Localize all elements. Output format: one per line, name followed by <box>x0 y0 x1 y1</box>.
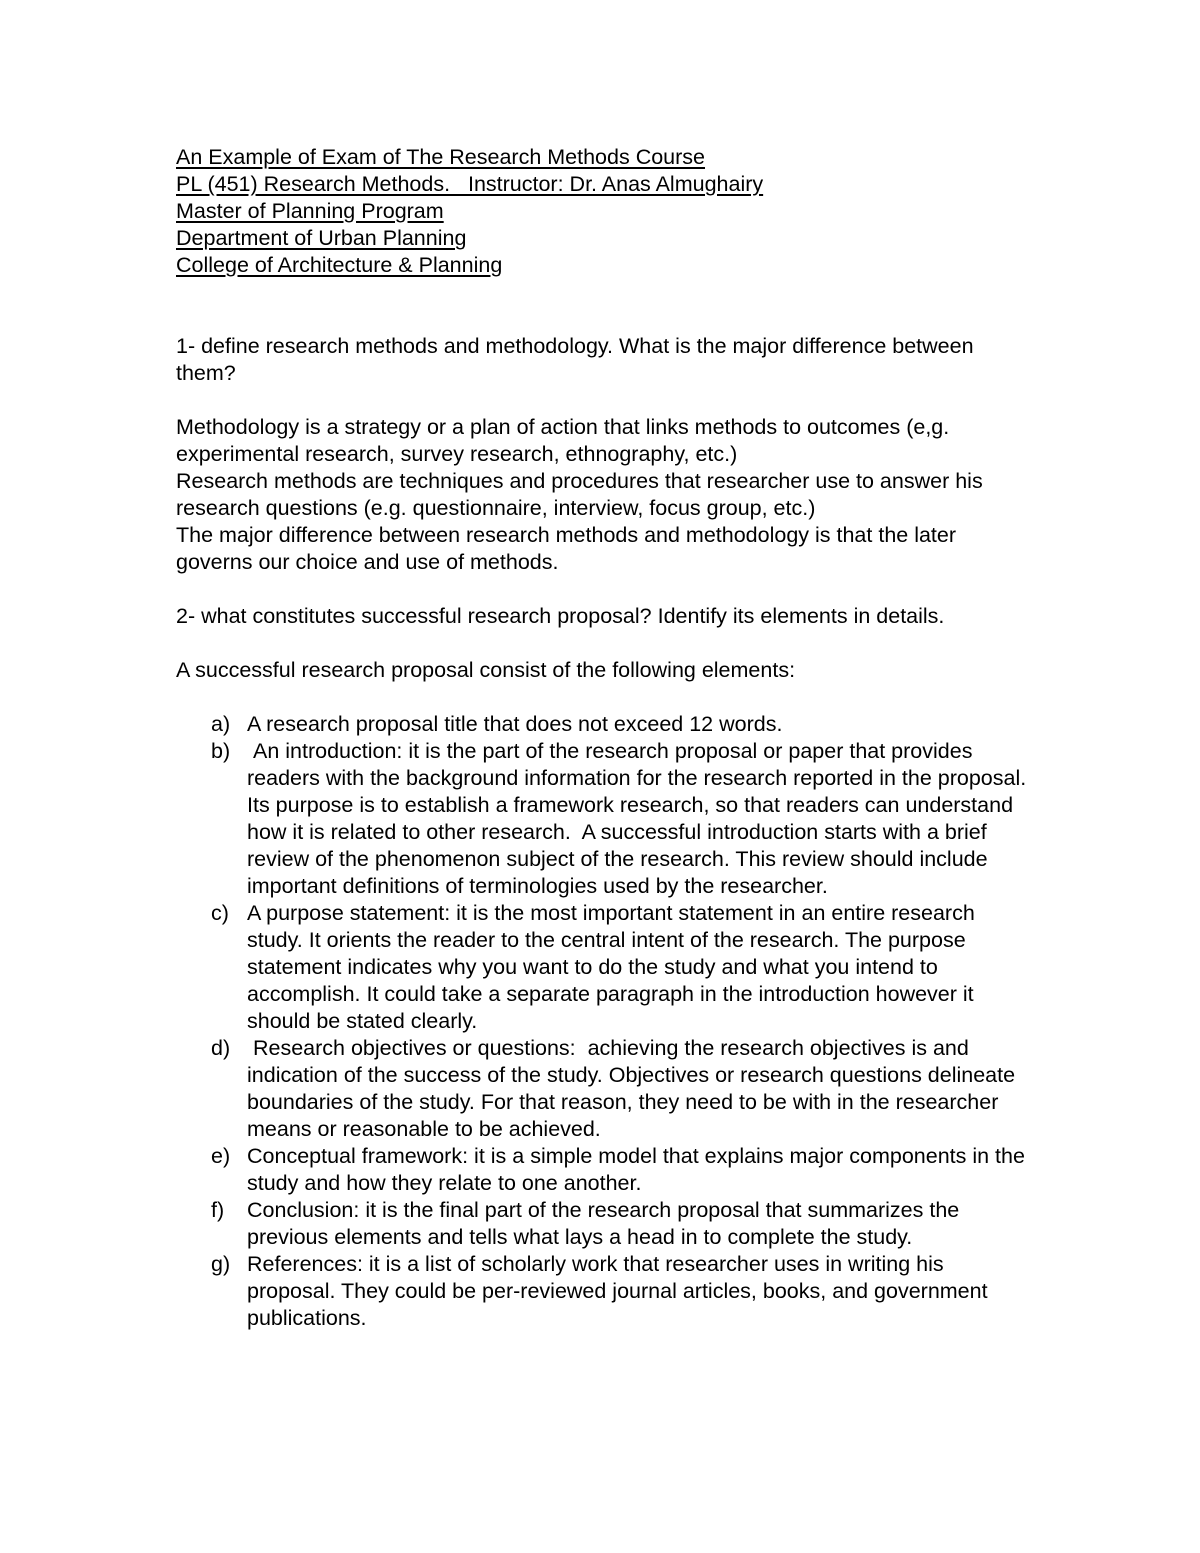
list-item-text: Conceptual framework: it is a simple model that explains major components in the study and how they relate to one another. <box>247 1144 1025 1195</box>
list-marker: c) <box>211 901 229 925</box>
spacer <box>176 279 1056 333</box>
list-item <box>176 1197 1027 1251</box>
spacer <box>176 630 1056 657</box>
list-marker: f) <box>211 1198 225 1222</box>
list-item <box>176 1251 1027 1332</box>
list-item <box>176 738 1033 900</box>
college-line: College of Architecture & Planning <box>176 253 503 277</box>
list-item-text: Research objectives or questions: achieving the research objectives is and indication of the success of the study. Objectives or research questions delineate boundaries of the study. For that reason, they need to be with in the researcher means or reasonable to be achieved. <box>247 1036 1022 1141</box>
proposal-elements-list <box>176 711 1056 1332</box>
course-instructor-line: PL (451) Research Methods. Instructor: Dr. Anas Almughairy <box>176 172 764 196</box>
list-marker: b) <box>211 739 231 763</box>
spacer <box>176 684 1056 711</box>
question-2-section <box>176 603 1056 1332</box>
list-item-text: References: it is a list of scholarly work that researcher uses in writing his proposal. They could be per-reviewed journal articles, books, and government publications. <box>247 1252 988 1330</box>
list-item <box>176 1035 1027 1143</box>
program-line: Master of Planning Program <box>176 199 444 223</box>
answer-2-intro: A successful research proposal consist of the following elements: <box>176 658 796 682</box>
document-header <box>176 144 1056 279</box>
list-item <box>176 900 1027 1035</box>
exam-document <box>176 144 1056 1332</box>
answer-1-difference: The major difference between research methods and methodology is that the later governs our choice and use of methods. <box>176 523 957 574</box>
question-2: 2- what constitutes successful research proposal? Identify its elements in details. <box>176 604 945 628</box>
department-line: Department of Urban Planning <box>176 226 467 250</box>
list-marker: e) <box>211 1144 231 1168</box>
exam-title: An Example of Exam of The Research Methods Course <box>176 145 705 169</box>
list-marker: a) <box>211 712 231 736</box>
list-item <box>176 1143 1027 1197</box>
list-item-text: A purpose statement: it is the most important statement in an entire research study. It orients the reader to the central intent of the research. The purpose statement indicates why you want to do the study and what you intend to accomplish. It could take a separate paragraph in the introduction however it should be stated clearly. <box>247 901 975 1033</box>
list-item-text: An introduction: it is the part of the research proposal or paper that provides readers with the background information for the research reported in the proposal. Its purpose is to establish a framework research, so that readers can understand how it is related to other research. A successful introduction starts with a brief review of the phenomenon subject of the research. This review should include important definitions of terminologies used by the researcher. <box>247 739 1033 898</box>
list-marker: d) <box>211 1036 231 1060</box>
spacer <box>176 387 1056 414</box>
answer-1-research-methods: Research methods are techniques and procedures that researcher use to answer his research questions (e.g. questionnaire, interview, focus group, etc.) <box>176 469 983 520</box>
list-item <box>176 711 1027 738</box>
list-item-text: Conclusion: it is the final part of the research proposal that summarizes the previous elements and tells what lays a head in to complete the study. <box>247 1198 960 1249</box>
answer-1-methodology: Methodology is a strategy or a plan of action that links methods to outcomes (e,g. experimental research, survey research, ethnography, etc.) <box>176 415 950 466</box>
list-item-text: A research proposal title that does not exceed 12 words. <box>247 712 783 736</box>
list-marker: g) <box>211 1252 231 1276</box>
question-1: 1- define research methods and methodology. What is the major difference between them? <box>176 334 974 385</box>
spacer <box>176 576 1056 603</box>
question-1-section <box>176 333 1056 576</box>
